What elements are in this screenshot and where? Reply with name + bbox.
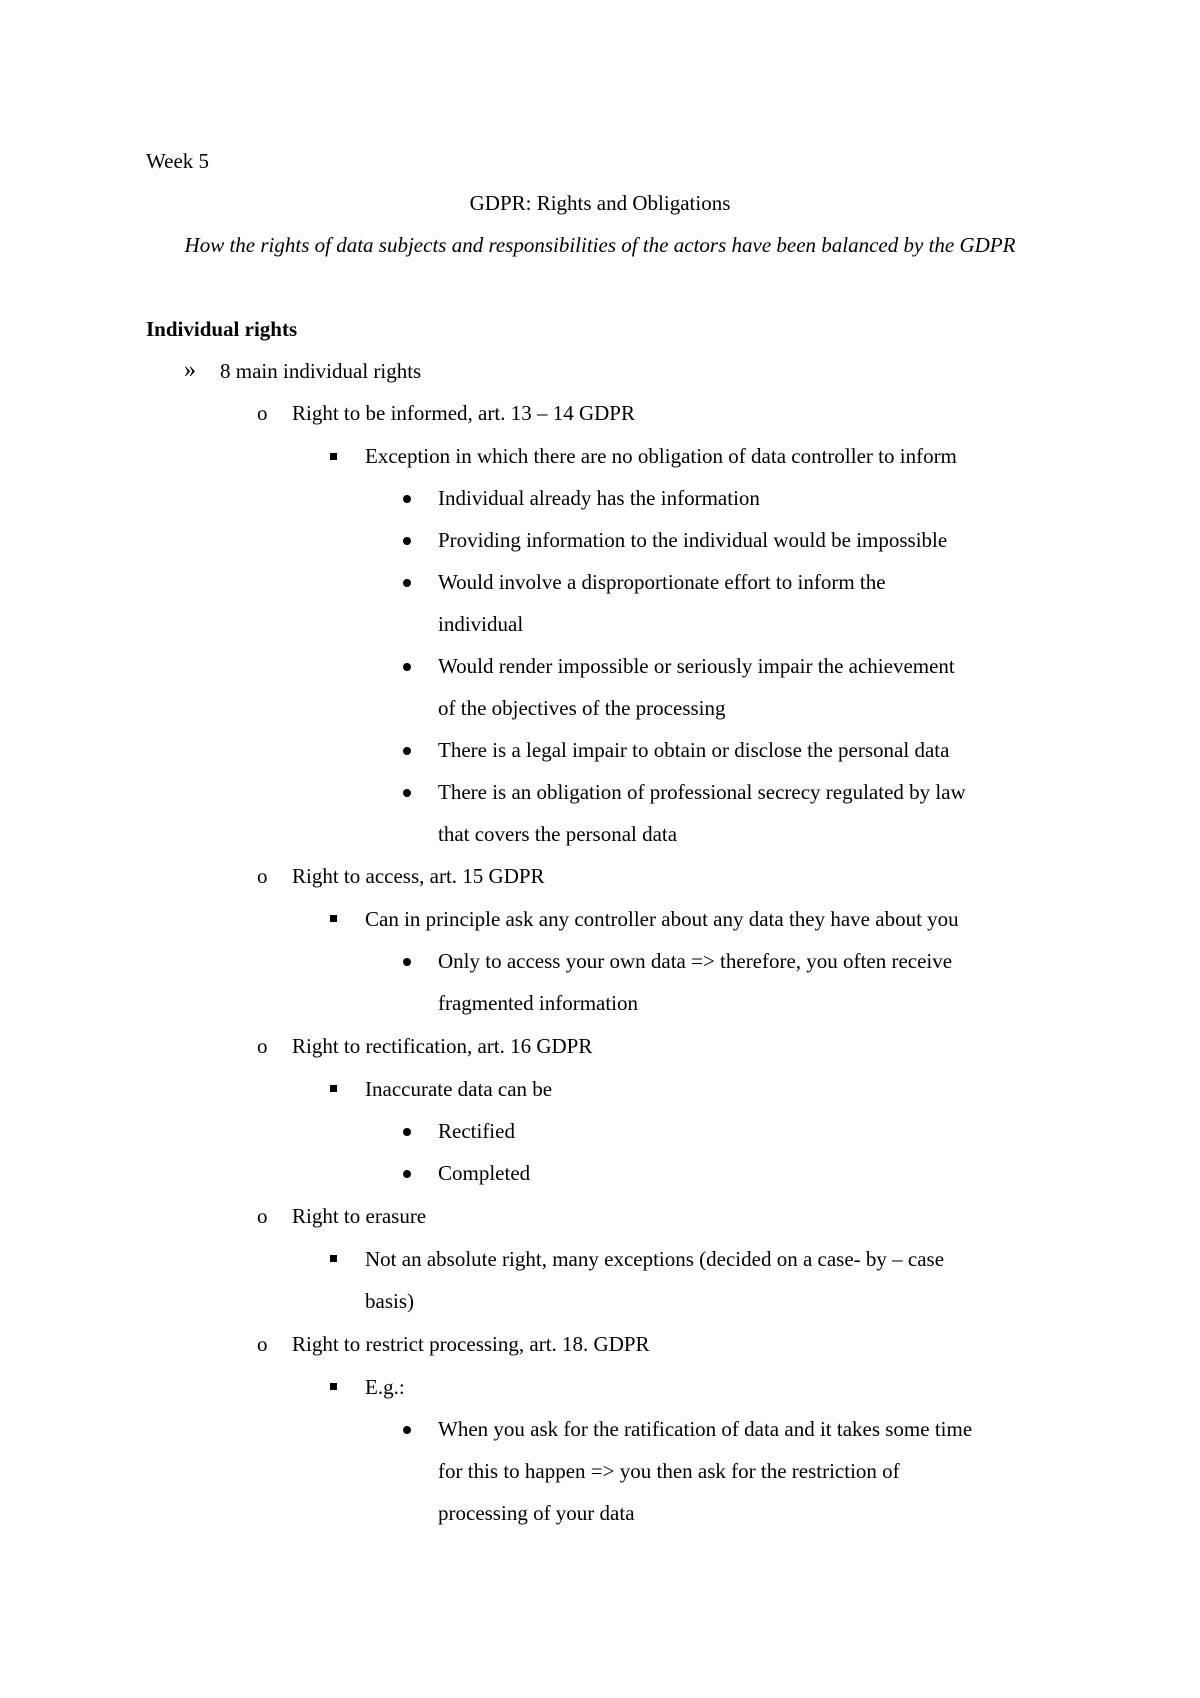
document-title: GDPR: Rights and Obligations: [469, 191, 731, 215]
list-item: Rectified: [438, 1119, 515, 1143]
list-item: There is a legal impair to obtain or disclose the personal data: [438, 738, 950, 762]
raquo-bullet-icon: »: [184, 357, 196, 383]
circle-bullet-icon: o: [257, 1204, 268, 1228]
list-item-continuation: of the objectives of the processing: [438, 696, 726, 720]
disc-bullet-icon: [403, 663, 411, 671]
list-item: Would involve a disproportionate effort to inform the: [438, 570, 886, 594]
disc-bullet-icon: [403, 495, 411, 503]
list-item: Would render impossible or seriously impair the achievement: [438, 654, 955, 678]
list-item: Completed: [438, 1161, 531, 1185]
list-item-continuation: for this to happen => you then ask for the restriction of: [438, 1459, 900, 1483]
list-item: Only to access your own data => therefore, you often receive: [438, 949, 953, 973]
disc-bullet-icon: [403, 537, 411, 545]
disc-bullet-icon: [403, 1128, 411, 1136]
disc-bullet-icon: [403, 958, 411, 966]
list-item: Can in principle ask any controller about any data they have about you: [365, 907, 959, 931]
circle-bullet-icon: o: [257, 1332, 268, 1356]
list-item-right-informed: Right to be informed, art. 13 – 14 GDPR: [292, 401, 635, 425]
list-item-main: 8 main individual rights: [220, 359, 422, 383]
list-item-right-access: Right to access, art. 15 GDPR: [292, 864, 545, 888]
section-heading: Individual rights: [146, 317, 298, 341]
disc-bullet-icon: [403, 579, 411, 587]
list-item-continuation: basis): [365, 1289, 414, 1313]
circle-bullet-icon: o: [257, 864, 268, 888]
list-item: Providing information to the individual would be impossible: [438, 528, 948, 552]
list-item: When you ask for the ratification of data and it takes some time: [438, 1417, 973, 1441]
list-item-continuation: that covers the personal data: [438, 822, 678, 846]
list-item-exception: Exception in which there are no obligation of data controller to inform: [365, 444, 957, 468]
list-item: There is an obligation of professional secrecy regulated by law: [438, 780, 966, 804]
list-item: E.g.:: [365, 1375, 405, 1399]
square-bullet-icon: [330, 453, 337, 460]
square-bullet-icon: [330, 1085, 337, 1092]
document-subtitle: How the rights of data subjects and responsibilities of the actors have been balanced by the GDPR: [184, 233, 1016, 257]
circle-bullet-icon: o: [257, 1034, 268, 1058]
disc-bullet-icon: [403, 747, 411, 755]
list-item-continuation: processing of your data: [438, 1501, 635, 1525]
list-item-right-erasure: Right to erasure: [292, 1204, 427, 1228]
list-item-continuation: fragmented information: [438, 991, 639, 1015]
disc-bullet-icon: [403, 1426, 411, 1434]
list-item-right-rectification: Right to rectification, art. 16 GDPR: [292, 1034, 593, 1058]
square-bullet-icon: [330, 915, 337, 922]
list-item-right-restrict: Right to restrict processing, art. 18. GDPR: [292, 1332, 650, 1356]
list-item-continuation: individual: [438, 612, 524, 636]
list-item: Not an absolute right, many exceptions (decided on a case- by – case: [365, 1247, 945, 1271]
list-item: Inaccurate data can be: [365, 1077, 553, 1101]
disc-bullet-icon: [403, 789, 411, 797]
circle-bullet-icon: o: [257, 401, 268, 425]
list-item: Individual already has the information: [438, 486, 760, 510]
week-label: Week 5: [146, 149, 210, 173]
square-bullet-icon: [330, 1255, 337, 1262]
square-bullet-icon: [330, 1383, 337, 1390]
disc-bullet-icon: [403, 1170, 411, 1178]
